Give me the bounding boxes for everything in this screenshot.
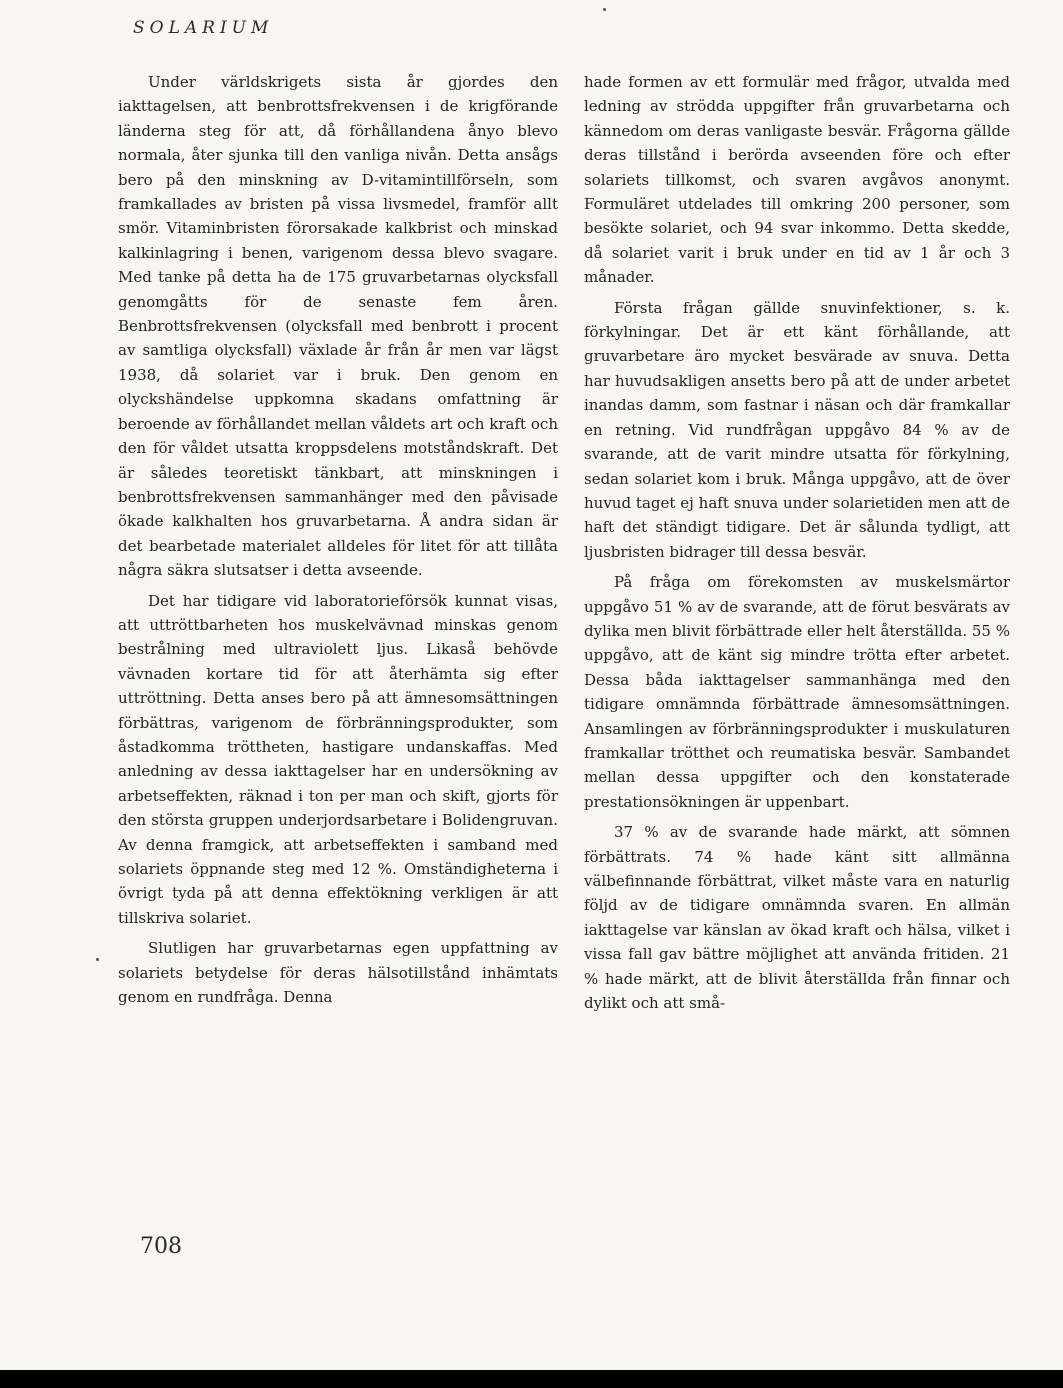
right-paragraph-2: På fråga om förekomsten av muskelsmärtor uppgåvo 51 % av de svarande, att de förut besvärats av dylika men blivit förbättrade eller helt återställda. 55 % uppgåvo, att de känt sig mindre trötta efter arbetet. Dessa båda iakttagelser sammanhänga med den tidigare omnämnda förbättrade ämnesomsättningen. Ansamlingen av förbränningsprodukter i muskulaturen framkallar trötthet och reumatiska besvär. Sambandet mellan dessa uppgifter och den konstaterade prestationsökningen är uppenbart.	[584, 573, 1010, 811]
right-paragraph-3: 37 % av de svarande hade märkt, att sömnen förbättrats. 74 % hade känt sitt allmänna välbefinnande förbättrat, vilket måste vara en naturlig följd av de tidigare omnämnda svaren. En allmän iakttagelse var känslan av ökad kraft och hälsa, vilket i vissa fall gav bättre möjlighet att använda fritiden. 21 % hade märkt, att de blivit återställda från finnar och dylikt och att små-	[584, 823, 1010, 1013]
right-continuation-paragraph: hade formen av ett formulär med frågor, utvalda med ledning av strödda uppgifter från gruvarbetarna och kännedom om deras vanligaste besvär. Frågorna gällde deras tillstånd i berörda avseenden före och efter solariets tillkomst, och svaren avgåvos anonymt. Formuläret utdelades till omkring 200 personer, som besökte solariet, och 94 svar inkommo. Detta skedde, då solariet varit i bruk under en tid av 1 år och 3 månader.	[584, 73, 1010, 287]
right-paragraph-1: Första frågan gällde snuvinfektioner, s. k. förkylningar. Det är ett känt förhållande, att gruvarbetare äro mycket besvärade av snuva. Detta har huvudsakligen ansetts bero på att de under arbetet inandas damm, som fastnar i näsan och där framkallar en retning. Vid rundfrågan uppgåvo 84 % av de svarande, att de varit mindre utsatta för förkylning, sedan solariet kom i bruk. Många uppgåvo, att de över huvud taget ej haft snuva under solarietiden men att de haft det ständigt tidigare. Det är sålunda tydligt, att ljusbristen bidrager till dessa besvär.	[584, 298, 1010, 561]
scan-speck	[603, 8, 606, 11]
right-column	[584, 70, 1010, 1021]
left-paragraph-3: Slutligen har gruvarbetarnas egen uppfattning av solariets betydelse för deras hälsotillstånd inhämtats genom en rundfråga. Denna	[118, 939, 558, 1007]
running-header: SOLARIUM	[133, 18, 274, 38]
scan-speck	[96, 958, 99, 961]
left-paragraph-1: Under världskrigets sista år gjordes den iakttagelsen, att benbrottsfrekvensen i de krigförande länderna steg för att, då förhållandena ånyo blevo normala, åter sjunka till den vanliga nivån. Detta ansågs bero på den minskning av D-vitamintillförseln, som framkallades av bristen på vissa livsmedel, framför allt smör. Vitaminbristen förorsakade kalkbrist och minskad kalkinlagring i benen, varigenom dessa blevo svagare. Med tanke på detta ha de 175 gruvarbetarnas olycksfall genomgåtts för de senaste fem åren. Benbrottsfrekvensen (olycksfall med benbrott i procent av samtliga olycksfall) växlade år från år men var lägst 1938, då solariet var i bruk. Den genom en olyckshändelse uppkomna skadans omfattning är beroende av förhållandet mellan våldets art och kraft och den för våldet utsatta kroppsdelens motståndskraft. Det är således teoretiskt tänkbart, att minskningen i benbrottsfrekvensen sammanhänger med den påvisade ökade kalkhalten hos gruvarbetarna. Å andra sidan är det bearbetade materialet alldeles för litet för att tillåta några säkra slutsatser i detta avseende.	[118, 73, 558, 580]
left-column	[118, 70, 558, 1015]
scan-border	[0, 1370, 1063, 1388]
page-number: 708	[140, 1234, 182, 1259]
left-paragraph-2: Det har tidigare vid laboratorieförsök kunnat visas, att uttröttbarheten hos muskelvävnad minskas genom bestrålning med ultraviolett ljus. Likaså behövde vävnaden kortare tid för att återhämta sig efter uttröttning. Detta anses bero på att ämnesomsättningen förbättras, varigenom de förbränningsprodukter, som åstadkomma tröttheten, hastigare undanskaffas. Med anledning av dessa iakttagelser har en undersökning av arbetseffekten, räknad i ton per man och skift, gjorts för den största gruppen underjordsarbetare i Bolidengruvan. Av denna framgick, att arbetseffekten i samband med solariets öppnande steg med 12 %. Omständigheterna i övrigt tyda på att denna effektökning verkligen är att tillskriva solariet.	[118, 591, 558, 927]
